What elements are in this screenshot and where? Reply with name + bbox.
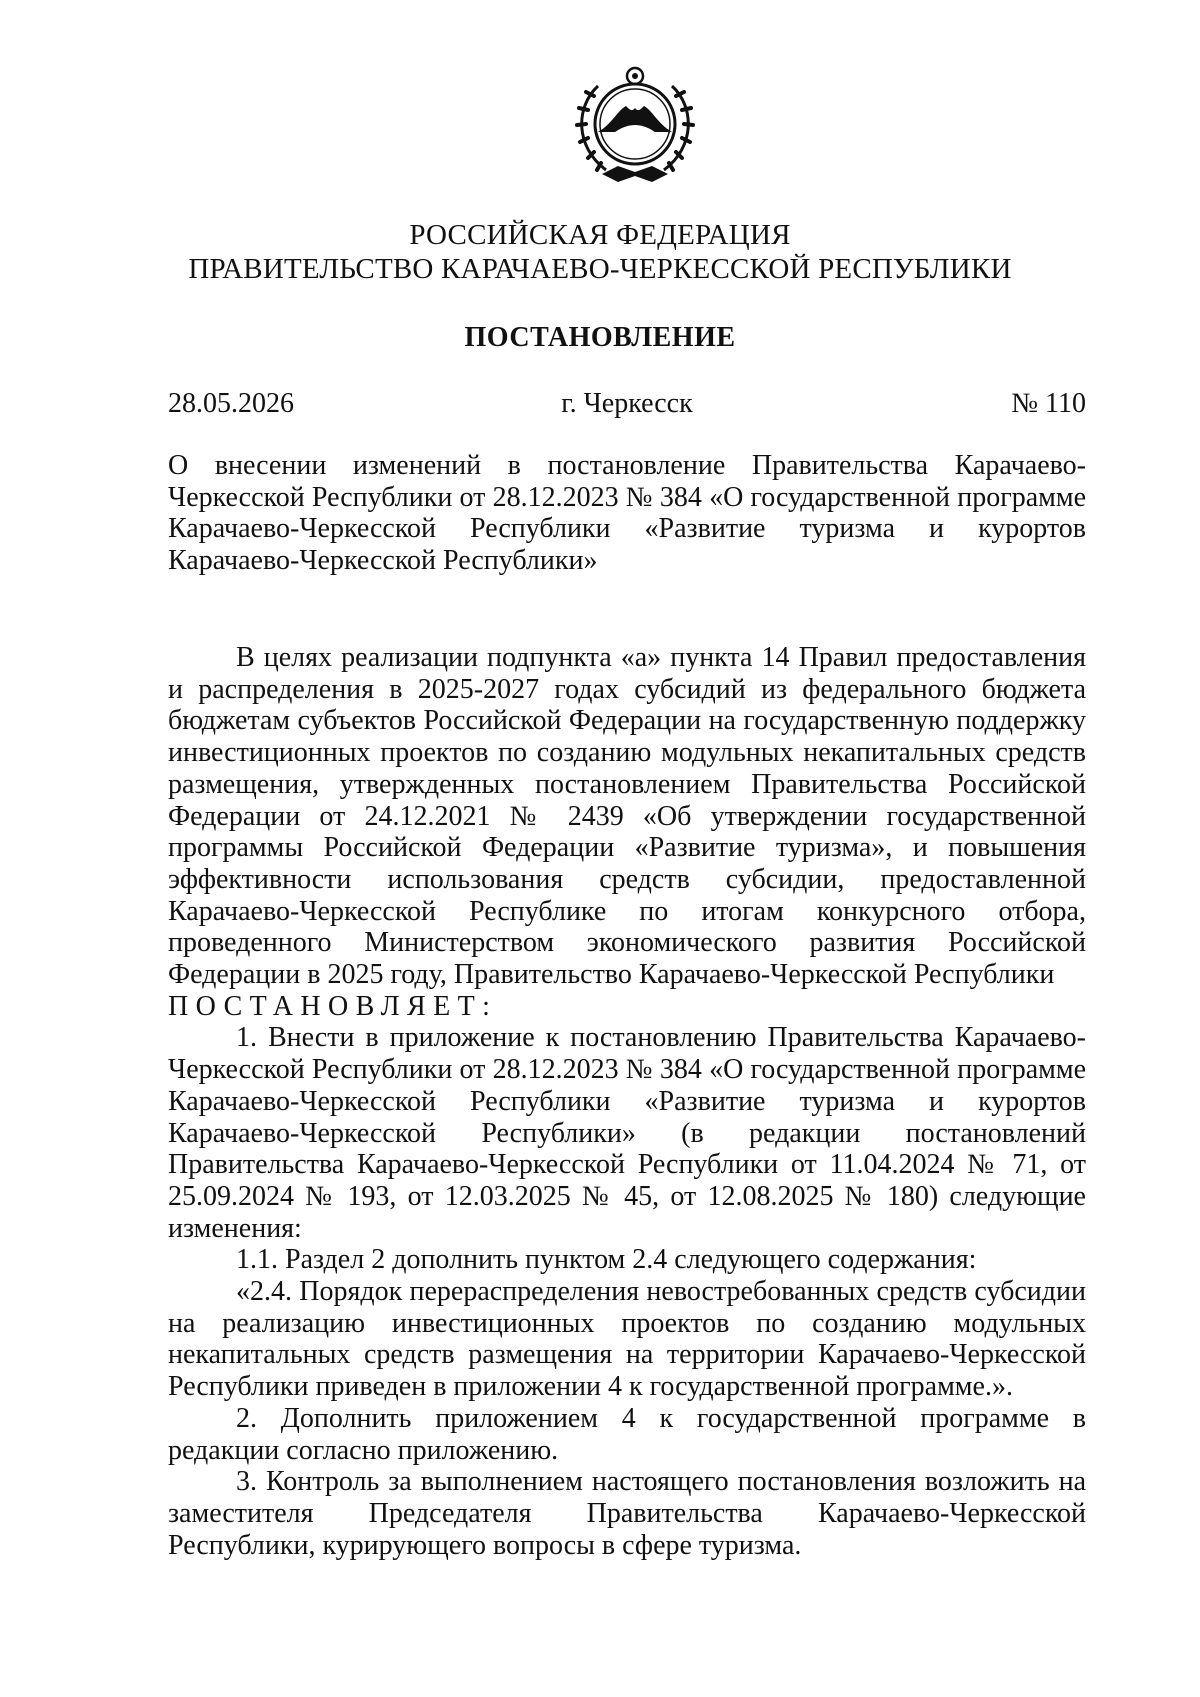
document-body (168, 642, 1086, 1561)
item-paragraph: 1. Внести в приложение к постановлению Правительства Карачаево-Черкесской Республики от 28.12.2023 № 384 «О государственной программе Карачаево-Черкесской Республики «Развитие туризма и курортов Карачаево-Черкесской Республики» (в редакции постановлений Правительства Карачаево-Черкесской Республики от 11.04.2024 № 71, от 25.09.2024 № 193, от 12.03.2025 № 45, от 12.08.2025 № 180) следующие изменения: (168, 1022, 1086, 1244)
item-paragraph: 3. Контроль за выполнением настоящего постановления возложить на заместителя Председателя Правительства Карачаево-Черкесской Республики, курирующего вопросы в сфере туризма. (168, 1466, 1086, 1561)
item-paragraph: 1.1. Раздел 2 дополнить пунктом 2.4 следующего содержания: (236, 1244, 977, 1276)
document-meta-row (168, 388, 1086, 422)
document-place: г. Черкесск (561, 388, 693, 419)
item-paragraph: «2.4. Порядок перераспределения невостребованных средств субсидии на реализацию инвестиционных проектов по созданию модульных некапитальных средств размещения на территории Карачаево-Черкесской Республики приведен в приложении 4 к государственной программе.». (168, 1276, 1086, 1403)
document-date: 28.05.2026 (168, 388, 294, 419)
document-number: № 110 (1011, 388, 1086, 419)
header-government: ПРАВИТЕЛЬСТВО КАРАЧАЕВО-ЧЕРКЕССКОЙ РЕСПУБЛИКИ (188, 253, 1012, 285)
decree-word: ПОСТАНОВЛЯЕТ: (168, 990, 498, 1022)
preamble-paragraph: В целях реализации подпункта «а» пункта 14 Правил предоставления и распределения в 2025-2027 годах субсидий из федерального бюджета бюджетам субъектов Российской Федерации на государственную поддержку инвестиционных проектов по созданию модульных некапитальных средств размещения, утвержденных постановлением Правительства Российской Федерации от 24.12.2021 № 2439 «Об утверждении государственной программы Российской Федерации «Развитие туризма», и повышения эффективности использования средств субсидии, предоставленной Карачаево-Черкесской Республике по итогам конкурсного отбора, проведенного Министерством экономического развития Российской Федерации в 2025 году, Правительство Карачаево-Черкесской Республики (168, 642, 1086, 991)
coat-of-arms-icon (568, 66, 702, 192)
document-subject: О внесении изменений в постановление Правительства Карачаево-Черкесской Республики от 28.12.2023 № 384 «О государственной программе Карачаево-Черкесской Республики «Развитие туризма и курортов Карачаево-Черкесской Республики» (168, 450, 1086, 577)
item-paragraph: 2. Дополнить приложением 4 к государственной программе в редакции согласно приложению. (168, 1402, 1086, 1466)
document-type-title: ПОСТАНОВЛЕНИЕ (464, 322, 736, 353)
header-country: РОССИЙСКАЯ ФЕДЕРАЦИЯ (409, 219, 791, 251)
